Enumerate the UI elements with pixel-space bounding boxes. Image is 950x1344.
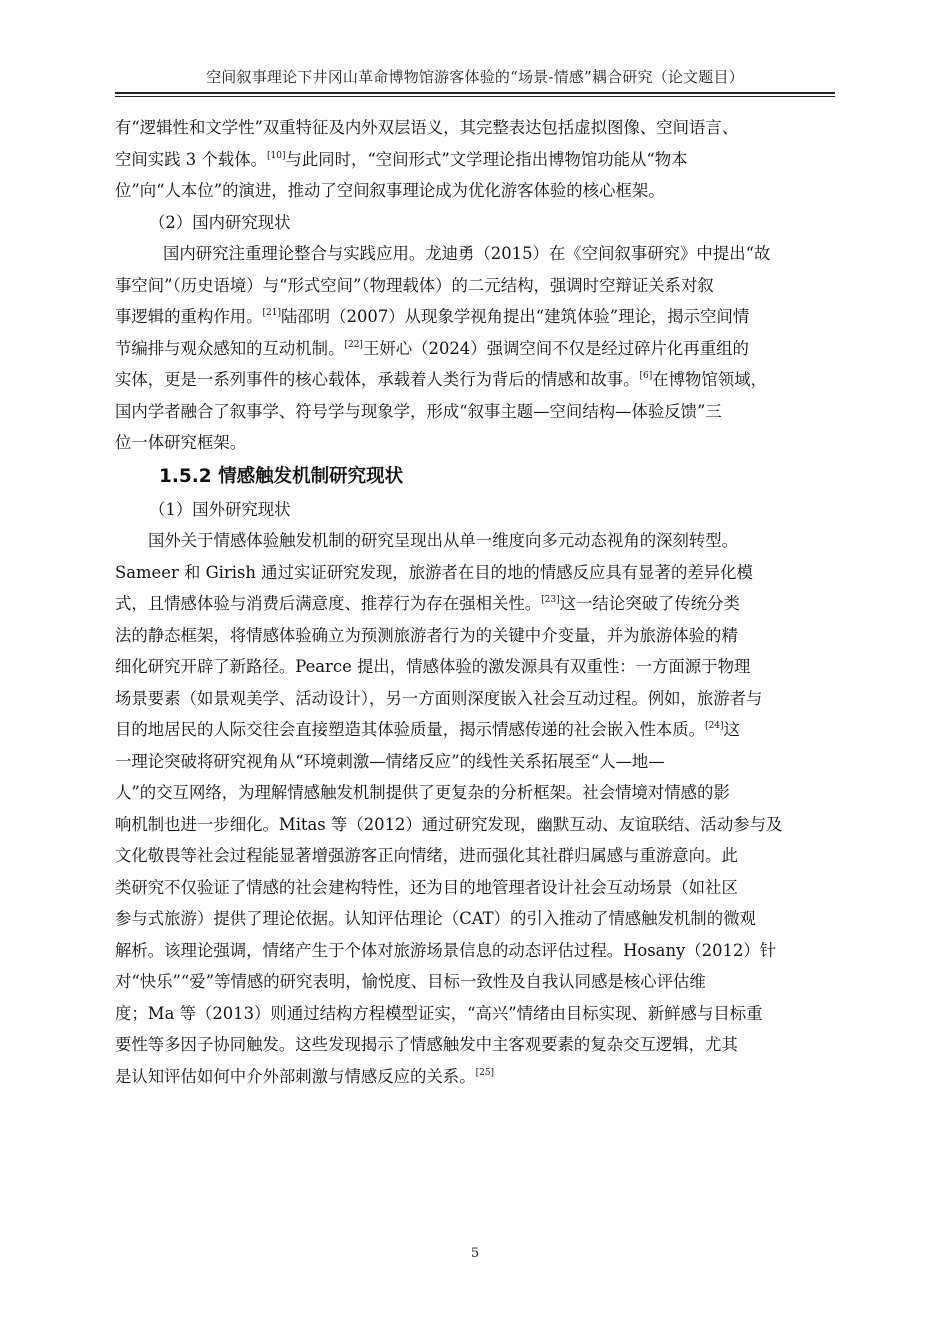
text-line: 事逻辑的重构作用。[21]陆邵明（2007）从现象学视角提出“建筑体验”理论，揭示空间情 (115, 307, 750, 326)
text-line: 国外关于情感体验触发机制的研究呈现出从单一维度向多元动态视角的深刻转型。 (148, 531, 739, 550)
text-line: Sameer 和 Girish 通过实证研究发现，旅游者在目的地的情感反应具有显著的差异化模 (115, 562, 753, 582)
text-line: 要性等多因子协同触发。这些发现揭示了情感触发中主客观要素的复杂交互逻辑，尤其 (115, 1035, 738, 1054)
page-body (115, 112, 837, 1092)
citation-ref: [10] (266, 150, 286, 161)
text-line: 参与式旅游）提供了理论依据。认知评估理论（CAT）的引入推动了情感触发机制的微观 (115, 909, 756, 928)
text-line: 实体，更是一系列事件的核心载体，承载着人类行为背后的情感和故事。[6]在博物馆领域， (115, 370, 767, 389)
header-rule-thick (115, 92, 835, 94)
text-line: 一理论突破将研究视角从“环境刺激—情绪反应”的线性关系拓展至“人—地— (115, 751, 665, 771)
text-line: 法的静态框架，将情感体验确立为预测旅游者行为的关键中介变量，并为旅游体验的精 (115, 625, 738, 645)
citation-ref: [21] (262, 308, 281, 318)
text-line: 对“快乐”“爱”等情感的研究表明，愉悦度、目标一致性及自我认同感是核心评估维 (115, 972, 706, 991)
text-line: 国内学者融合了叙事学、符号学与现象学，形成“叙事主题—空间结构—体验反馈”三 (115, 401, 722, 421)
text-line: 场景要素（如景观美学、活动设计），另一方面则深度嵌入社会互动过程。例如，旅游者与 (115, 688, 763, 708)
text-line: 解析。该理论强调，情绪产生于个体对旅游场景信息的动态评估过程。Hosany（2012）针 (115, 940, 777, 960)
running-header: 空间叙事理论下井冈山革命博物馆游客体验的“场景-情感”耦合研究（论文题目） (206, 68, 744, 86)
text-line: 响机制也进一步细化。Mitas 等（2012）通过研究发现，幽默互动、友谊联结、活动参与及 (115, 814, 783, 834)
text-line: 类研究不仅验证了情感的社会建构特性，还为目的地管理者设计社会互动场景（如社区 (115, 877, 738, 897)
subheading-foreign: （1）国外研究现状 (149, 499, 291, 519)
citation-ref: [25] (475, 1067, 495, 1078)
text-line: 事空间”（历史语境）与“形式空间”（物理载体）的二元结构，强调时空辩证关系对叙 (115, 275, 714, 295)
text-line: 空间实践 3 个载体。[10]与此同时，“空间形式”文学理论指出博物馆功能从“物本 (115, 149, 688, 169)
citation-ref: [23] (541, 595, 560, 605)
text-line: 位”向“人本位”的演进，推动了空间叙事理论成为优化游客体验的核心框架。 (115, 181, 665, 200)
text-line: 目的地居民的人际交往会直接塑造其体验质量，揭示情感传递的社会嵌入性本质。[24]这 (115, 720, 740, 739)
header-rule-thin (115, 96, 835, 97)
page-number: 5 (470, 1246, 480, 1261)
text-line: 度；Ma 等（2013）则通过结构方程模型证实，“高兴”情绪由目标实现、新鲜感与目标重 (115, 1003, 763, 1023)
text-line: 人”的交互网络，为理解情感触发机制提供了更复杂的分析框架。社会情境对情感的影 (115, 783, 730, 802)
text-line: 国内研究注重理论整合与实践应用。龙迪勇（2015）在《空间叙事研究》中提出“故 (163, 244, 771, 263)
text-line: 式，且情感体验与消费后满意度、推荐行为存在强相关性。[23]这一结论突破了传统分类 (115, 594, 740, 613)
text-line: 有“逻辑性和文学性”双重特征及内外双层语义，其完整表达包括虚拟图像、空间语言、 (115, 118, 739, 137)
text-line: 细化研究开辟了新路径。Pearce 提出，情感体验的激发源具有双重性：一方面源于物理 (115, 657, 751, 676)
citation-ref: [6] (639, 371, 653, 381)
text-line: 位一体研究框架。 (115, 433, 247, 452)
citation-ref: [24] (705, 721, 724, 731)
citation-ref: [22] (344, 339, 363, 350)
text-line: 文化敬畏等社会过程能显著增强游客正向情绪，进而强化其社群归属感与重游意向。此 (115, 846, 738, 865)
text-line: 是认知评估如何中介外部刺激与情感反应的关系。[25] (115, 1066, 495, 1086)
text-line: 节编排与观众感知的互动机制。[22]王妍心（2024）强调空间不仅是经过碎片化再重组的 (115, 338, 749, 358)
section-heading: 1.5.2 情感触发机制研究现状 (159, 465, 404, 487)
subheading-domestic: （2）国内研究现状 (149, 212, 291, 232)
